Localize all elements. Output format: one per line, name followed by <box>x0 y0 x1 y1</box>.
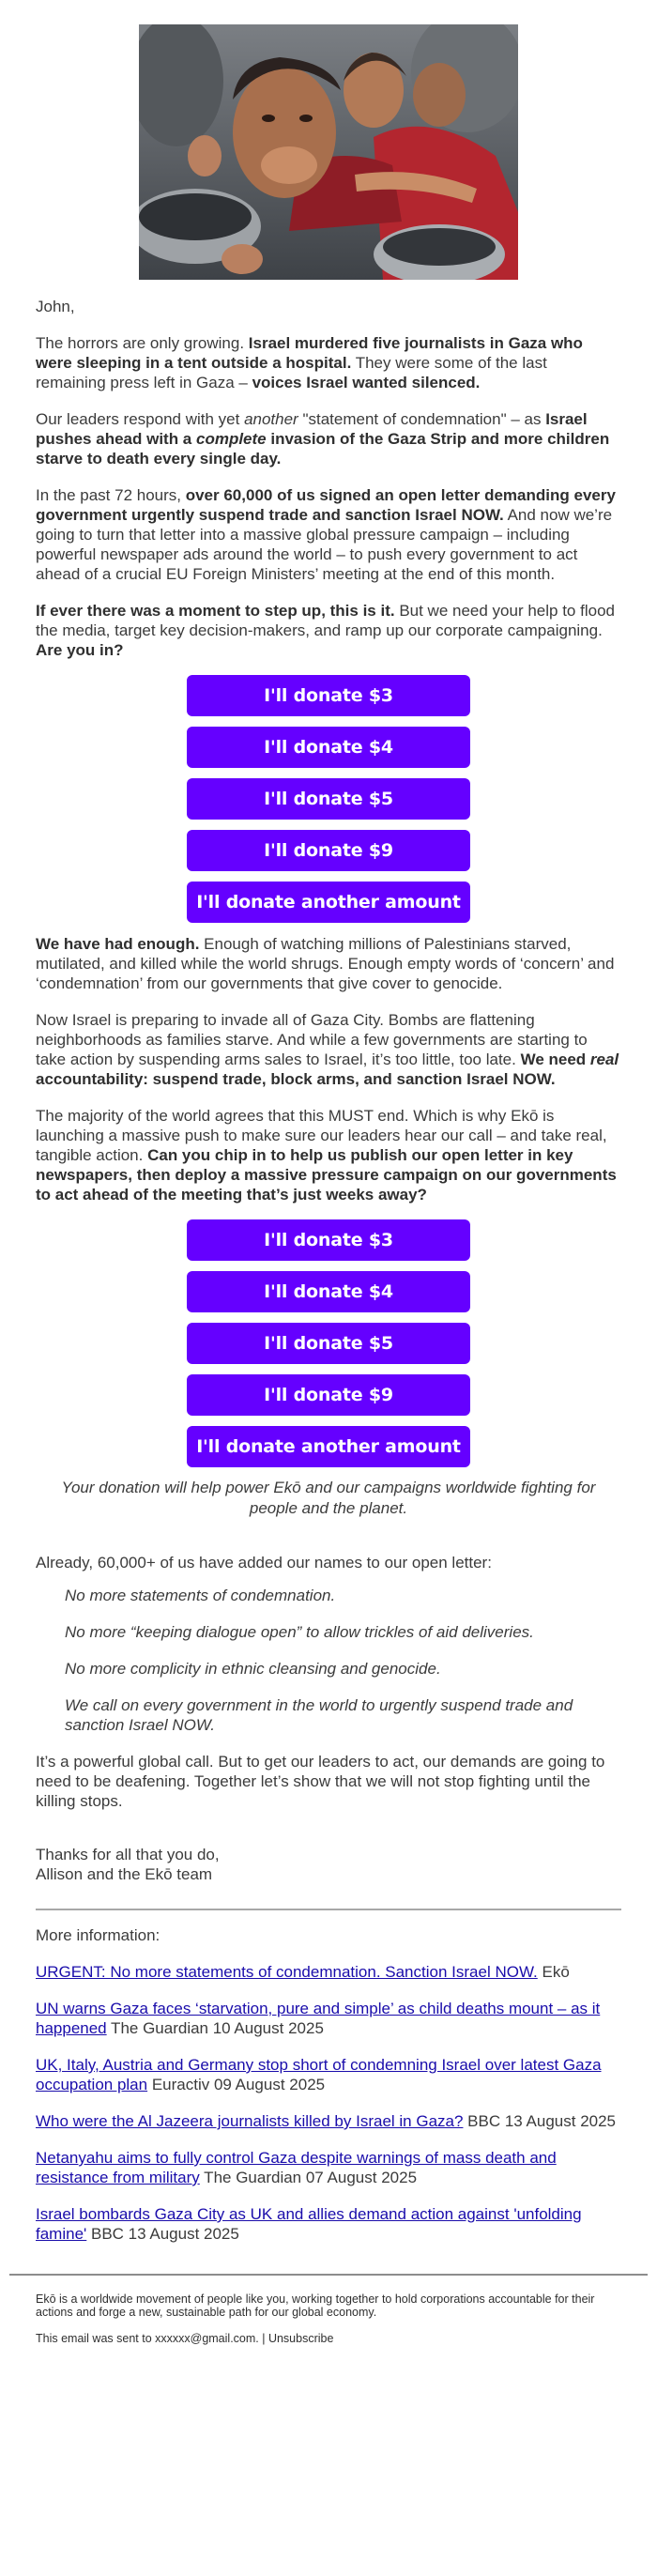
italic-text: another <box>244 410 298 428</box>
reference-source: The Guardian 10 August 2025 <box>106 2019 324 2037</box>
donate-other-amount-button[interactable]: I'll donate another amount <box>187 1426 470 1467</box>
greeting: John, <box>36 298 75 315</box>
bold-text: We have had enough. <box>36 935 200 953</box>
text-span: In the past 72 hours, <box>36 486 186 504</box>
reference-link[interactable]: Who were the Al Jazeera journalists killed by Israel in Gaza? <box>36 2112 464 2130</box>
closing-paragraph: It’s a powerful global call. But to get our leaders to act, our demands are going to need to be deafening. Together let’s show that we will not stop fighting until the killing stops. <box>36 1753 605 1810</box>
signoff-line-2: Allison and the Ekō team <box>36 1865 213 1883</box>
bold-text: Israel pushes ahead with a complete invasion of the Gaza Strip and more children starve to death every single day. <box>36 410 610 468</box>
reference-item <box>36 1962 621 1982</box>
signoff-line-1: Thanks for all that you do, <box>36 1846 220 1863</box>
footer-sent-text: This email was sent to xxxxxx@gmail.com. | <box>36 2332 268 2345</box>
bold-text: voices Israel wanted silenced. <box>252 374 481 391</box>
donate-4-button[interactable]: I'll donate $4 <box>187 727 470 768</box>
text-span: Our leaders respond with yet <box>36 410 245 428</box>
text-span: They were some of the last remaining press left in Gaza – <box>36 354 547 391</box>
donate-other-amount-button[interactable]: I'll donate another amount <box>187 882 470 923</box>
open-letter-quotes <box>36 1586 621 1735</box>
paragraph-5 <box>36 934 621 993</box>
donate-buttons-group-2 <box>36 1219 621 1467</box>
paragraph-2 <box>36 409 621 468</box>
reference-source: The Guardian 07 August 2025 <box>199 2169 418 2186</box>
reference-source: Euractiv 09 August 2025 <box>147 2076 326 2093</box>
paragraph-6 <box>36 1010 621 1089</box>
reference-item <box>36 2055 621 2094</box>
footer <box>0 2292 657 2345</box>
divider <box>36 1909 621 1910</box>
reference-item <box>36 2148 621 2187</box>
letter-line: No more “keeping dialogue open” to allow trickles of aid deliveries. <box>65 1623 534 1641</box>
reference-link[interactable]: UN warns Gaza faces ‘starvation, pure and simple’ as child deaths mount – as it happened <box>36 2000 601 2037</box>
donate-5-button[interactable]: I'll donate $5 <box>187 1323 470 1364</box>
donation-note: Your donation will help power Ekō and our campaigns worldwide fighting for people and the planet. <box>61 1479 596 1517</box>
footer-about: Ekō is a worldwide movement of people like you, working together to hold corporations accountable for their actions and forge a new, sustainable path for our global economy. <box>36 2292 595 2319</box>
paragraph-7 <box>36 1106 621 1204</box>
reference-source: Ekō <box>537 1963 570 1981</box>
footer-divider <box>9 2274 648 2276</box>
photo-hungry-children-icon <box>139 24 518 280</box>
donate-9-button[interactable]: I'll donate $9 <box>187 830 470 871</box>
text-span: And now we’re going to turn that letter into a massive global pressure campaign – including powerful newspaper ads around the world – to push every government to act ahead of a crucial EU Foreign Ministers’ meeting at the end of this month. <box>36 506 613 583</box>
reference-link[interactable]: UK, Italy, Austria and Germany stop short of condemning Israel over latest Gaza occupation plan <box>36 2056 602 2093</box>
text-span: Now Israel is preparing to invade all of Gaza City. Bombs are flattening neighborhoods as families starve. And while a few governments are starting to take action by suspending arms sales to Israel, it’s too little, too late. <box>36 1011 588 1068</box>
reference-source: BBC 13 August 2025 <box>86 2225 239 2243</box>
email-page <box>0 24 657 2576</box>
paragraph-3 <box>36 485 621 584</box>
bold-text: Can you chip in to help us publish our open letter in key newspapers, then deploy a massive pressure campaign on our governments to act ahead of the meeting that’s just weeks away? <box>36 1146 617 1204</box>
reference-link[interactable]: Israel bombards Gaza City as UK and allies demand action against 'unfolding famine' <box>36 2205 582 2243</box>
paragraph-1 <box>36 333 621 392</box>
reference-item <box>36 1999 621 2038</box>
donate-3-button[interactable]: I'll donate $3 <box>187 1219 470 1261</box>
text-span: Enough of watching millions of Palestinians starved, mutilated, and killed while the world shrugs. Enough empty words of ‘concern’ and ‘condemnation’ from our governments that give cover to genocide. <box>36 935 615 992</box>
bold-text: We need real accountability: suspend trade, block arms, and sanction Israel NOW. <box>36 1050 619 1088</box>
bold-text: Israel murdered five journalists in Gaza who were sleeping in a tent outside a hospital. <box>36 334 583 372</box>
donate-3-button[interactable]: I'll donate $3 <box>187 675 470 716</box>
donate-5-button[interactable]: I'll donate $5 <box>187 778 470 820</box>
reference-source: BBC 13 August 2025 <box>463 2112 617 2130</box>
reference-item <box>36 2111 621 2131</box>
email-body <box>0 297 657 2244</box>
letter-line: No more complicity in ethnic cleansing and genocide. <box>65 1660 441 1678</box>
reference-link[interactable]: URGENT: No more statements of condemnation. Sanction Israel NOW. <box>36 1963 538 1981</box>
text-span: But we need your help to flood the media, target key decision-makers, and ramp up our corporate campaigning. <box>36 602 615 639</box>
letter-line: We call on every government in the world to urgently suspend trade and sanction Israel NOW. <box>65 1696 573 1734</box>
unsubscribe-link[interactable]: Unsubscribe <box>267 2332 334 2345</box>
donate-9-button[interactable]: I'll donate $9 <box>187 1374 470 1416</box>
text-span: The majority of the world agrees that this MUST end. Which is why Ekō is launching a massive push to make sure our leaders hear our call – and take real, tangible action. <box>36 1107 607 1164</box>
more-info-title: More information: <box>36 1926 160 1944</box>
donate-buttons-group-1 <box>36 675 621 923</box>
text-span: The horrors are only growing. <box>36 334 249 352</box>
letter-intro: Already, 60,000+ of us have added our names to our open letter: <box>36 1554 492 1572</box>
paragraph-4 <box>36 601 621 660</box>
text-span: "statement of condemnation" – as <box>298 410 546 428</box>
letter-line: No more statements of condemnation. <box>65 1587 336 1604</box>
hero-image <box>139 24 518 280</box>
bold-text: Are you in? <box>36 641 124 659</box>
bold-text: If ever there was a moment to step up, this is it. <box>36 602 395 620</box>
donate-4-button[interactable]: I'll donate $4 <box>187 1271 470 1312</box>
footer-sent-to <box>36 2332 621 2345</box>
bold-text: over 60,000 of us signed an open letter demanding every government urgently suspend trade and sanction Israel NOW. <box>36 486 616 524</box>
reference-link[interactable]: Netanyahu aims to fully control Gaza despite warnings of mass death and resistance from military <box>36 2149 557 2186</box>
reference-item <box>36 2204 621 2244</box>
